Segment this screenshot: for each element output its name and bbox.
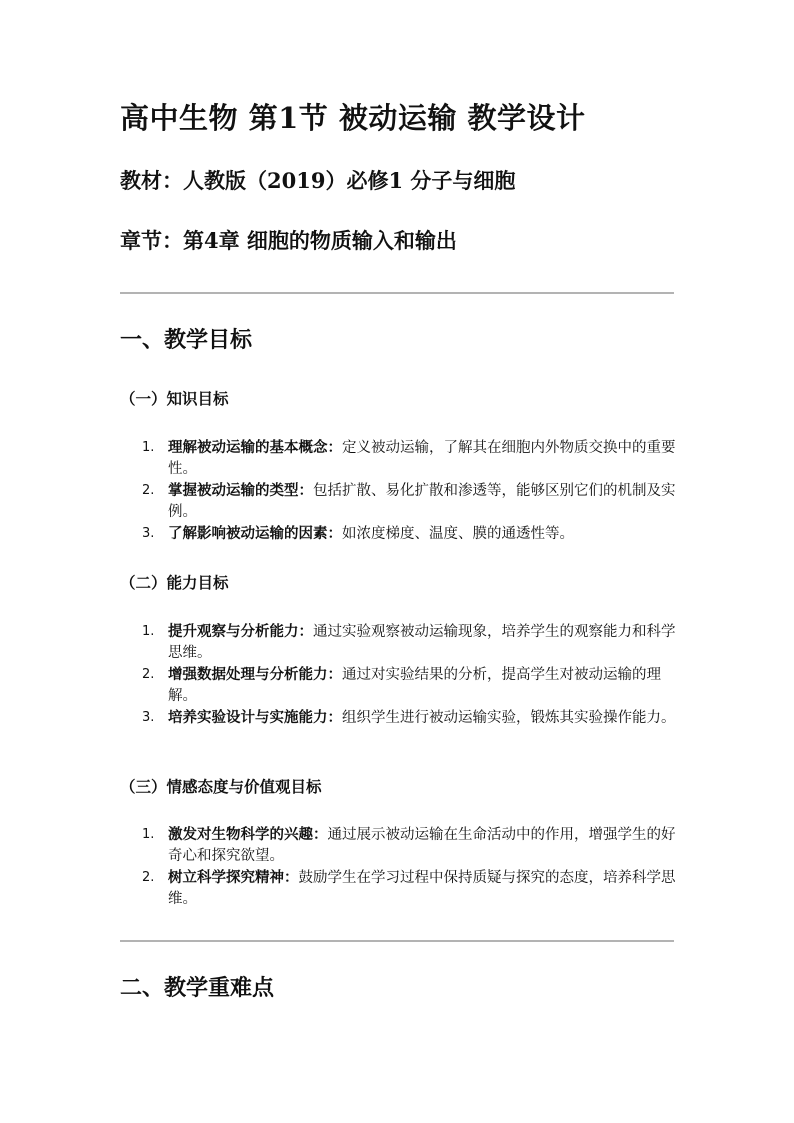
knowledge-objectives-list bbox=[120, 437, 680, 545]
textbook-line: 教材：人教版（2019）必修1 分子与细胞 bbox=[120, 168, 516, 193]
list-item-lead: 增强数据处理与分析能力： bbox=[168, 666, 342, 683]
list-item-lead: 培养实验设计与实施能力： bbox=[168, 709, 342, 726]
subsection-heading-values: （三）情感态度与价值观目标 bbox=[120, 777, 322, 796]
list-item bbox=[120, 523, 680, 545]
divider bbox=[120, 940, 674, 942]
list-item-lead: 激发对生物科学的兴趣： bbox=[168, 826, 328, 843]
list-item-text: 如浓度梯度、温度、膜的通透性等。 bbox=[342, 526, 574, 542]
list-number: 2. bbox=[142, 870, 155, 885]
values-objectives-list bbox=[120, 824, 680, 910]
list-item-lead: 树立科学探究精神： bbox=[168, 869, 299, 886]
list-item bbox=[120, 664, 680, 707]
list-item-lead: 了解影响被动运输的因素： bbox=[168, 525, 342, 542]
list-item-text: 包括扩散、易化扩散和渗透等，能够区别它们的机制及实例。 bbox=[168, 483, 676, 520]
ability-objectives-list bbox=[120, 621, 680, 729]
list-item-text: 组织学生进行被动运输实验，锻炼其实验操作能力。 bbox=[342, 710, 676, 726]
subsection-heading-knowledge: （一）知识目标 bbox=[120, 389, 229, 408]
chapter-line: 章节：第4章 细胞的物质输入和输出 bbox=[120, 228, 457, 253]
list-item-text: 通过展示被动运输在生命活动中的作用，增强学生的好奇心和探究欲望。 bbox=[168, 827, 676, 864]
section-heading-objectives: 一、教学目标 bbox=[120, 327, 253, 353]
list-item-lead: 掌握被动运输的类型： bbox=[168, 482, 313, 499]
divider bbox=[120, 292, 674, 294]
document-title: 高中生物 第1节 被动运输 教学设计 bbox=[120, 101, 586, 135]
list-number: 3. bbox=[142, 526, 155, 541]
list-item-lead: 理解被动运输的基本概念： bbox=[168, 439, 342, 456]
section-heading-key-points: 二、教学重难点 bbox=[120, 975, 275, 1001]
list-item bbox=[120, 867, 680, 910]
list-item bbox=[120, 621, 680, 664]
list-item-text: 鼓励学生在学习过程中保持质疑与探究的态度，培养科学思维。 bbox=[168, 870, 676, 907]
list-number: 1. bbox=[142, 624, 155, 639]
list-item-lead: 提升观察与分析能力： bbox=[168, 623, 313, 640]
list-item bbox=[120, 437, 680, 480]
list-number: 2. bbox=[142, 667, 155, 682]
list-number: 3. bbox=[142, 710, 155, 725]
list-item-text: 通过对实验结果的分析，提高学生对被动运输的理解。 bbox=[168, 667, 661, 704]
list-item bbox=[120, 824, 680, 867]
list-item-text: 定义被动运输，了解其在细胞内外物质交换中的重要性。 bbox=[168, 440, 676, 477]
list-item-text: 通过实验观察被动运输现象，培养学生的观察能力和科学思维。 bbox=[168, 624, 676, 661]
list-number: 1. bbox=[142, 440, 155, 455]
list-item bbox=[120, 480, 680, 523]
list-item bbox=[120, 707, 680, 729]
list-number: 2. bbox=[142, 483, 155, 498]
subsection-heading-ability: （二）能力目标 bbox=[120, 573, 229, 592]
list-number: 1. bbox=[142, 827, 155, 842]
